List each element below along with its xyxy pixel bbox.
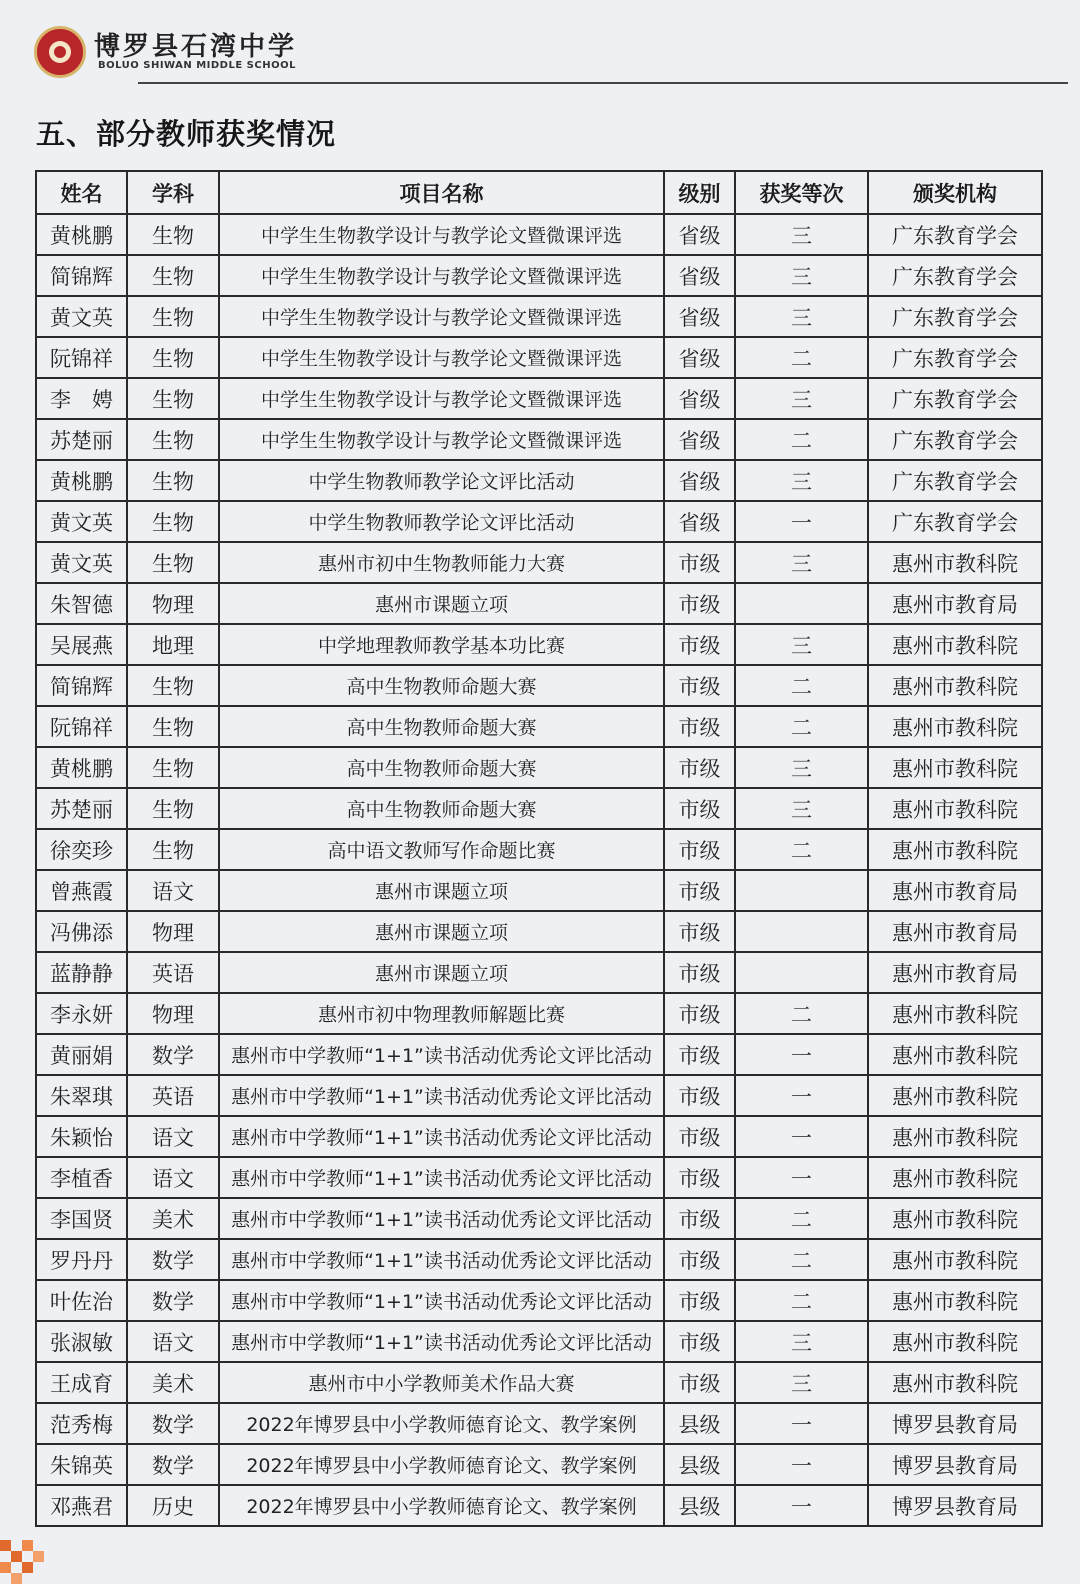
issuer-cell: 惠州市教科院 [868,993,1042,1034]
issuer-cell: 惠州市教科院 [868,1280,1042,1321]
table-row [36,870,1042,911]
issuer-cell: 广东教育学会 [868,501,1042,542]
subject-cell: 美术 [127,1362,219,1403]
table-row [36,952,1042,993]
teacher-name-cell: 黄文英 [36,542,127,583]
award-grade-cell: 二 [735,665,868,706]
teacher-name-cell: 李永妍 [36,993,127,1034]
project-name-cell: 中学地理教师教学基本功比赛 [219,624,664,665]
project-name-cell: 中学生生物教学设计与教学论文暨微课评选 [219,255,664,296]
subject-cell: 英语 [127,1075,219,1116]
award-grade-cell: 二 [735,706,868,747]
table-row [36,747,1042,788]
award-grade-cell: 三 [735,378,868,419]
issuer-cell: 惠州市教科院 [868,706,1042,747]
level-cell: 市级 [664,1157,735,1198]
award-grade-cell: 三 [735,214,868,255]
level-cell: 市级 [664,952,735,993]
subject-cell: 数学 [127,1403,219,1444]
issuer-cell: 广东教育学会 [868,214,1042,255]
level-cell: 省级 [664,419,735,460]
teacher-name-cell: 简锦辉 [36,255,127,296]
awards-table [35,170,1043,1527]
subject-cell: 生物 [127,214,219,255]
school-name-english: BOLUO SHIWAN MIDDLE SCHOOL [98,60,296,71]
level-cell: 市级 [664,1116,735,1157]
project-name-cell: 2022年博罗县中小学教师德育论文、教学案例 [219,1485,664,1526]
issuer-cell: 广东教育学会 [868,378,1042,419]
table-row [36,1321,1042,1362]
teacher-name-cell: 范秀梅 [36,1403,127,1444]
issuer-cell: 惠州市教科院 [868,1321,1042,1362]
level-cell: 市级 [664,1239,735,1280]
subject-cell: 数学 [127,1280,219,1321]
subject-cell: 生物 [127,788,219,829]
award-grade-cell: 一 [735,1075,868,1116]
project-name-cell: 惠州市中学教师“1+1”读书活动优秀论文评比活动 [219,1198,664,1239]
teacher-name-cell: 黄丽娟 [36,1034,127,1075]
teacher-name-cell: 邓燕君 [36,1485,127,1526]
subject-cell: 语文 [127,1116,219,1157]
award-grade-cell [735,870,868,911]
subject-cell: 生物 [127,706,219,747]
issuer-cell: 惠州市教育局 [868,911,1042,952]
project-name-cell: 中学生物教师教学论文评比活动 [219,460,664,501]
table-row [36,296,1042,337]
table-row [36,1444,1042,1485]
table-row [36,214,1042,255]
teacher-name-cell: 黄桃鹏 [36,214,127,255]
award-grade-cell: 三 [735,296,868,337]
level-cell: 省级 [664,214,735,255]
award-grade-cell [735,583,868,624]
teacher-name-cell: 冯佛添 [36,911,127,952]
table-row [36,829,1042,870]
table-row [36,583,1042,624]
table-row [36,1485,1042,1526]
award-grade-cell: 三 [735,1362,868,1403]
level-cell: 市级 [664,665,735,706]
award-grade-cell: 二 [735,419,868,460]
column-header-award-grade: 获奖等次 [735,171,868,214]
subject-cell: 生物 [127,747,219,788]
project-name-cell: 高中生物教师命题大赛 [219,665,664,706]
teacher-name-cell: 李 娉 [36,378,127,419]
level-cell: 市级 [664,706,735,747]
table-row [36,1403,1042,1444]
issuer-cell: 广东教育学会 [868,419,1042,460]
project-name-cell: 高中生物教师命题大赛 [219,747,664,788]
teacher-name-cell: 黄桃鹏 [36,460,127,501]
level-cell: 市级 [664,993,735,1034]
level-cell: 省级 [664,378,735,419]
level-cell: 省级 [664,296,735,337]
award-grade-cell: 三 [735,747,868,788]
project-name-cell: 中学生生物教学设计与教学论文暨微课评选 [219,296,664,337]
teacher-name-cell: 朱锦英 [36,1444,127,1485]
school-header [28,22,1048,88]
section-title: 五、部分教师获奖情况 [36,117,337,151]
award-grade-cell: 一 [735,1034,868,1075]
award-grade-cell: 一 [735,1116,868,1157]
project-name-cell: 惠州市课题立项 [219,583,664,624]
project-name-cell: 惠州市中学教师“1+1”读书活动优秀论文评比活动 [219,1321,664,1362]
level-cell: 市级 [664,1198,735,1239]
level-cell: 市级 [664,542,735,583]
award-grade-cell: 三 [735,460,868,501]
table-row [36,1362,1042,1403]
subject-cell: 数学 [127,1034,219,1075]
teacher-name-cell: 王成育 [36,1362,127,1403]
subject-cell: 语文 [127,1157,219,1198]
issuer-cell: 广东教育学会 [868,255,1042,296]
teacher-name-cell: 黄文英 [36,296,127,337]
teacher-name-cell: 张淑敏 [36,1321,127,1362]
issuer-cell: 惠州市教科院 [868,1362,1042,1403]
project-name-cell: 惠州市中学教师“1+1”读书活动优秀论文评比活动 [219,1280,664,1321]
teacher-name-cell: 简锦辉 [36,665,127,706]
project-name-cell: 惠州市中学教师“1+1”读书活动优秀论文评比活动 [219,1239,664,1280]
table-row [36,255,1042,296]
subject-cell: 物理 [127,911,219,952]
award-grade-cell [735,952,868,993]
level-cell: 市级 [664,1075,735,1116]
column-header-project: 项目名称 [219,171,664,214]
table-row [36,542,1042,583]
column-header-name: 姓名 [36,171,127,214]
award-grade-cell: 二 [735,1198,868,1239]
issuer-cell: 惠州市教科院 [868,1239,1042,1280]
level-cell: 省级 [664,460,735,501]
award-grade-cell: 一 [735,501,868,542]
award-grade-cell: 二 [735,993,868,1034]
table-row [36,706,1042,747]
award-grade-cell: 二 [735,829,868,870]
table-row [36,1157,1042,1198]
level-cell: 市级 [664,829,735,870]
teacher-name-cell: 朱智德 [36,583,127,624]
subject-cell: 美术 [127,1198,219,1239]
teacher-name-cell: 苏楚丽 [36,788,127,829]
level-cell: 县级 [664,1403,735,1444]
teacher-name-cell: 黄文英 [36,501,127,542]
award-grade-cell: 三 [735,542,868,583]
project-name-cell: 惠州市课题立项 [219,952,664,993]
award-grade-cell: 一 [735,1444,868,1485]
table-row [36,624,1042,665]
issuer-cell: 惠州市教科院 [868,1157,1042,1198]
project-name-cell: 惠州市中学教师“1+1”读书活动优秀论文评比活动 [219,1075,664,1116]
level-cell: 市级 [664,747,735,788]
subject-cell: 地理 [127,624,219,665]
table-row [36,1239,1042,1280]
project-name-cell: 惠州市初中生物教师能力大赛 [219,542,664,583]
subject-cell: 生物 [127,296,219,337]
teacher-name-cell: 徐奕珍 [36,829,127,870]
subject-cell: 生物 [127,829,219,870]
subject-cell: 生物 [127,501,219,542]
table-row [36,665,1042,706]
project-name-cell: 2022年博罗县中小学教师德育论文、教学案例 [219,1444,664,1485]
award-grade-cell: 一 [735,1403,868,1444]
subject-cell: 语文 [127,1321,219,1362]
level-cell: 省级 [664,501,735,542]
award-grade-cell: 二 [735,337,868,378]
teacher-name-cell: 黄桃鹏 [36,747,127,788]
table-row [36,1198,1042,1239]
project-name-cell: 惠州市初中物理教师解题比赛 [219,993,664,1034]
issuer-cell: 广东教育学会 [868,460,1042,501]
teacher-name-cell: 叶佐治 [36,1280,127,1321]
project-name-cell: 高中生物教师命题大赛 [219,706,664,747]
level-cell: 市级 [664,870,735,911]
school-name: 博罗县石湾中学 [94,32,298,62]
issuer-cell: 广东教育学会 [868,337,1042,378]
table-row [36,460,1042,501]
level-cell: 市级 [664,1362,735,1403]
level-cell: 县级 [664,1444,735,1485]
award-grade-cell: 三 [735,1321,868,1362]
level-cell: 市级 [664,1280,735,1321]
subject-cell: 生物 [127,419,219,460]
subject-cell: 数学 [127,1444,219,1485]
award-grade-cell: 三 [735,788,868,829]
subject-cell: 生物 [127,542,219,583]
project-name-cell: 高中语文教师写作命题比赛 [219,829,664,870]
header-divider [138,82,1068,84]
issuer-cell: 惠州市教科院 [868,747,1042,788]
teacher-name-cell: 朱颖怡 [36,1116,127,1157]
issuer-cell: 惠州市教科院 [868,1034,1042,1075]
table-row [36,911,1042,952]
table-row [36,1116,1042,1157]
subject-cell: 生物 [127,255,219,296]
subject-cell: 数学 [127,1239,219,1280]
table-row [36,993,1042,1034]
teacher-name-cell: 李植香 [36,1157,127,1198]
table-row [36,337,1042,378]
subject-cell: 英语 [127,952,219,993]
issuer-cell: 惠州市教科院 [868,829,1042,870]
project-name-cell: 中学生生物教学设计与教学论文暨微课评选 [219,214,664,255]
teacher-name-cell: 朱翠琪 [36,1075,127,1116]
subject-cell: 物理 [127,583,219,624]
level-cell: 省级 [664,255,735,296]
table-header-row [36,171,1042,214]
subject-cell: 历史 [127,1485,219,1526]
table-row [36,1034,1042,1075]
table-row [36,1280,1042,1321]
issuer-cell: 惠州市教科院 [868,542,1042,583]
column-header-issuer: 颁奖机构 [868,171,1042,214]
project-name-cell: 惠州市课题立项 [219,870,664,911]
subject-cell: 语文 [127,870,219,911]
issuer-cell: 惠州市教科院 [868,1198,1042,1239]
teacher-name-cell: 蓝静静 [36,952,127,993]
project-name-cell: 中学生生物教学设计与教学论文暨微课评选 [219,378,664,419]
teacher-name-cell: 罗丹丹 [36,1239,127,1280]
issuer-cell: 博罗县教育局 [868,1485,1042,1526]
subject-cell: 物理 [127,993,219,1034]
level-cell: 市级 [664,624,735,665]
teacher-name-cell: 阮锦祥 [36,337,127,378]
issuer-cell: 博罗县教育局 [868,1444,1042,1485]
award-grade-cell: 一 [735,1485,868,1526]
project-name-cell: 惠州市中学教师“1+1”读书活动优秀论文评比活动 [219,1034,664,1075]
issuer-cell: 惠州市教科院 [868,1116,1042,1157]
issuer-cell: 惠州市教科院 [868,624,1042,665]
issuer-cell: 广东教育学会 [868,296,1042,337]
teacher-name-cell: 阮锦祥 [36,706,127,747]
level-cell: 市级 [664,1321,735,1362]
project-name-cell: 2022年博罗县中小学教师德育论文、教学案例 [219,1403,664,1444]
teacher-name-cell: 李国贤 [36,1198,127,1239]
table-row [36,1075,1042,1116]
issuer-cell: 博罗县教育局 [868,1403,1042,1444]
issuer-cell: 惠州市教科院 [868,1075,1042,1116]
table-row [36,419,1042,460]
project-name-cell: 惠州市中学教师“1+1”读书活动优秀论文评比活动 [219,1116,664,1157]
teacher-name-cell: 苏楚丽 [36,419,127,460]
award-grade-cell: 二 [735,1280,868,1321]
level-cell: 市级 [664,1034,735,1075]
award-grade-cell: 三 [735,255,868,296]
project-name-cell: 中学生生物教学设计与教学论文暨微课评选 [219,337,664,378]
award-grade-cell [735,911,868,952]
issuer-cell: 惠州市教育局 [868,583,1042,624]
level-cell: 县级 [664,1485,735,1526]
subject-cell: 生物 [127,378,219,419]
issuer-cell: 惠州市教科院 [868,788,1042,829]
table-row [36,378,1042,419]
subject-cell: 生物 [127,665,219,706]
subject-cell: 生物 [127,337,219,378]
school-logo-icon [34,26,86,78]
level-cell: 市级 [664,788,735,829]
award-grade-cell: 三 [735,624,868,665]
project-name-cell: 惠州市中学教师“1+1”读书活动优秀论文评比活动 [219,1157,664,1198]
subject-cell: 生物 [127,460,219,501]
project-name-cell: 中学生生物教学设计与教学论文暨微课评选 [219,419,664,460]
teacher-name-cell: 吴展燕 [36,624,127,665]
issuer-cell: 惠州市教育局 [868,952,1042,993]
level-cell: 市级 [664,583,735,624]
column-header-subject: 学科 [127,171,219,214]
level-cell: 市级 [664,911,735,952]
project-name-cell: 惠州市课题立项 [219,911,664,952]
corner-decoration [0,1540,56,1584]
issuer-cell: 惠州市教育局 [868,870,1042,911]
award-grade-cell: 二 [735,1239,868,1280]
teacher-name-cell: 曾燕霞 [36,870,127,911]
issuer-cell: 惠州市教科院 [868,665,1042,706]
project-name-cell: 中学生物教师教学论文评比活动 [219,501,664,542]
table-row [36,501,1042,542]
level-cell: 省级 [664,337,735,378]
column-header-level: 级别 [664,171,735,214]
table-row [36,788,1042,829]
project-name-cell: 惠州市中小学教师美术作品大赛 [219,1362,664,1403]
project-name-cell: 高中生物教师命题大赛 [219,788,664,829]
award-grade-cell: 一 [735,1157,868,1198]
